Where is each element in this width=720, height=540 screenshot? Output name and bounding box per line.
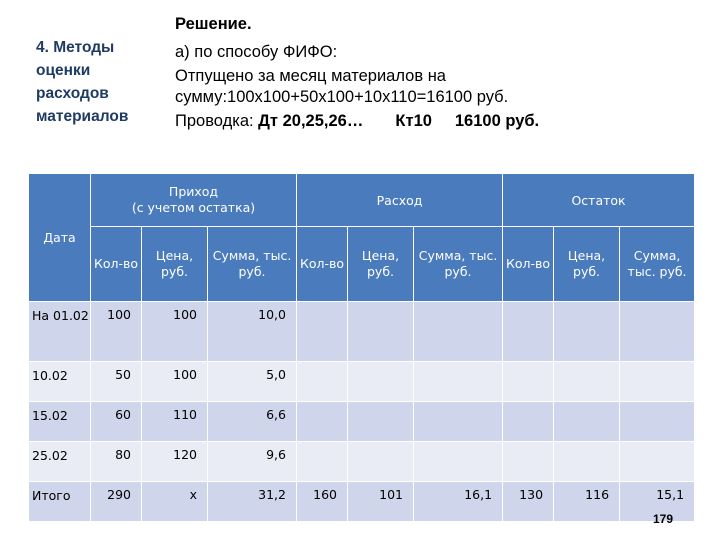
cell-bal-qty: 130	[503, 482, 554, 522]
subheader-expense-qty: Кол-во	[297, 227, 348, 302]
header-expense: Расход	[297, 174, 503, 227]
journal-entry	[175, 111, 715, 132]
cell-bal-price	[554, 402, 620, 442]
cell-in-sum: 6,6	[208, 402, 297, 442]
cell-out-sum	[414, 402, 503, 442]
cell-in-qty: 60	[91, 402, 142, 442]
subheader-income-qty: Кол-во	[91, 227, 142, 302]
cell-out-price: 101	[348, 482, 414, 522]
cell-in-qty: 100	[91, 302, 142, 362]
cell-in-sum: 31,2	[208, 482, 297, 522]
cell-bal-price	[554, 442, 620, 482]
header-income: Приход (с учетом остатка)	[91, 174, 297, 227]
cell-bal-sum	[620, 362, 695, 402]
cell-bal-sum	[620, 402, 695, 442]
cell-in-qty: 50	[91, 362, 142, 402]
subheader-income-price: Цена, руб.	[142, 227, 208, 302]
solution-block	[175, 14, 715, 135]
table-row	[29, 362, 695, 402]
subheader-income-sum: Сумма, тыс. руб.	[208, 227, 297, 302]
entry-debit: Дт 20,25,26…	[258, 112, 364, 130]
cell-in-sum: 10,0	[208, 302, 297, 362]
cell-in-qty: 290	[91, 482, 142, 522]
cell-in-price: 110	[142, 402, 208, 442]
header-balance: Остаток	[503, 174, 695, 227]
cell-out-sum	[414, 442, 503, 482]
cell-in-sum: 5,0	[208, 362, 297, 402]
cell-out-sum: 16,1	[414, 482, 503, 522]
cell-out-price	[348, 402, 414, 442]
cell-out-qty	[297, 362, 348, 402]
table-row	[29, 302, 695, 362]
method-line: а) по способу ФИФО:	[175, 43, 338, 61]
entry-credit: Кт10	[395, 112, 432, 130]
header-date: Дата	[29, 174, 91, 302]
cell-bal-qty	[503, 442, 554, 482]
subheader-balance-sum: Сумма, тыс. руб.	[620, 227, 695, 302]
solution-heading: Решение.	[175, 15, 252, 33]
cell-in-price: х	[142, 482, 208, 522]
subheader-expense-sum: Сумма, тыс. руб.	[414, 227, 503, 302]
cell-bal-price: 116	[554, 482, 620, 522]
cell-in-price: 100	[142, 362, 208, 402]
cell-date: 15.02	[29, 402, 91, 442]
table-row	[29, 442, 695, 482]
cell-bal-sum	[620, 302, 695, 362]
cell-in-qty: 80	[91, 442, 142, 482]
cell-out-price	[348, 302, 414, 362]
cell-out-price	[348, 442, 414, 482]
cell-in-price: 120	[142, 442, 208, 482]
cell-out-qty	[297, 442, 348, 482]
subheader-balance-qty: Кол-во	[503, 227, 554, 302]
entry-amount: 16100 руб.	[454, 112, 540, 130]
table-row-total	[29, 482, 695, 522]
section-title: 4. Методы оценки расходов материалов	[36, 39, 129, 125]
cell-date: 10.02	[29, 362, 91, 402]
cell-bal-price	[554, 302, 620, 362]
entry-prefix: Проводка:	[175, 112, 254, 130]
cell-date: 25.02	[29, 442, 91, 482]
cell-out-sum	[414, 302, 503, 362]
cell-bal-sum	[620, 442, 695, 482]
cell-in-sum: 9,6	[208, 442, 297, 482]
cell-out-sum	[414, 362, 503, 402]
cell-out-qty	[297, 302, 348, 362]
subheader-expense-price: Цена, руб.	[348, 227, 414, 302]
cell-in-price: 100	[142, 302, 208, 362]
calculation-line: Отпущено за месяц материалов на сумму:100х100+50х100+10х110=16100 руб.	[175, 67, 509, 106]
cell-date: На 01.02	[29, 302, 91, 362]
fifo-table	[28, 173, 695, 522]
cell-bal-qty	[503, 362, 554, 402]
cell-bal-qty	[503, 302, 554, 362]
cell-bal-price	[554, 362, 620, 402]
table-row	[29, 402, 695, 442]
cell-bal-sum: 15,1	[620, 482, 695, 522]
page-number: 179	[653, 512, 674, 526]
cell-bal-qty	[503, 402, 554, 442]
cell-out-qty: 160	[297, 482, 348, 522]
cell-out-qty	[297, 402, 348, 442]
subheader-balance-price: Цена, руб.	[554, 227, 620, 302]
cell-out-price	[348, 362, 414, 402]
cell-date: Итого	[29, 482, 91, 522]
